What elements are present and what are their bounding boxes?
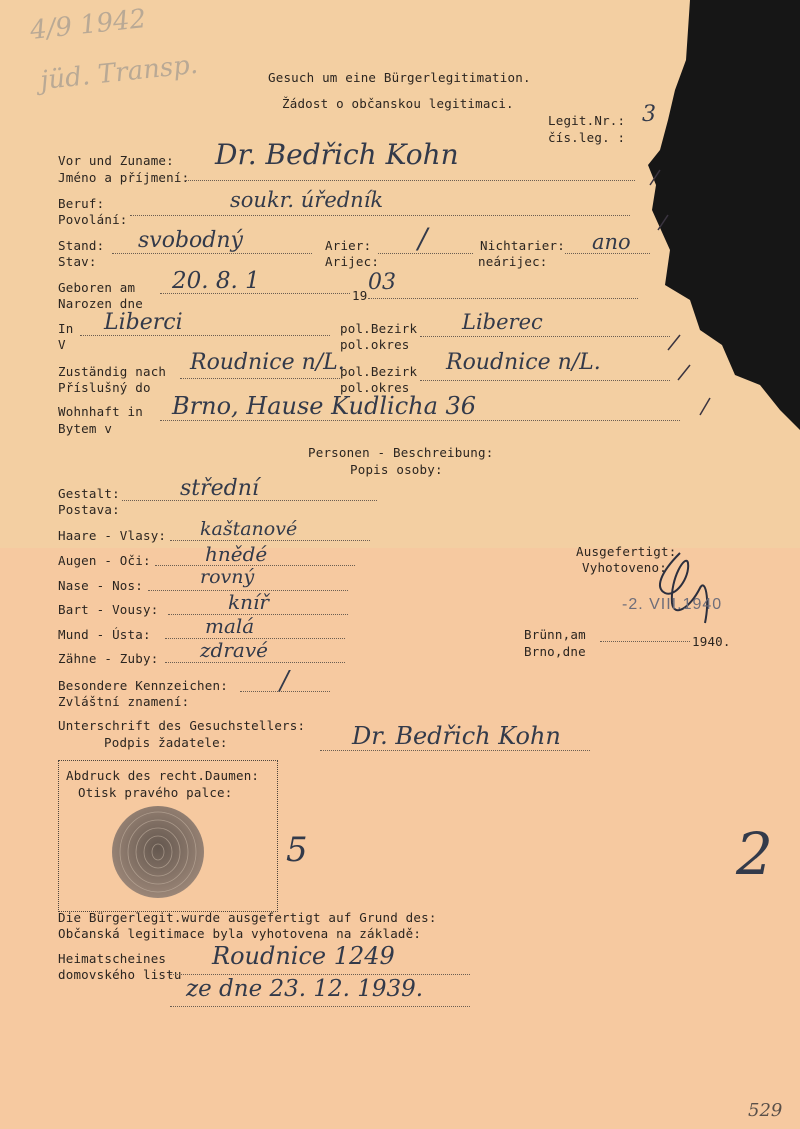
nichtarier-label-de: Nichtarier: (480, 238, 565, 253)
legit-nr-value: 3 (642, 102, 656, 127)
issued-place-cs: Brno,dne (524, 644, 586, 659)
born-label-cs: Narozen dne (58, 296, 143, 311)
domicile-label-de: Zuständig nach (58, 364, 167, 379)
build-value: střední (180, 476, 259, 501)
legit-nr-label: Legit.Nr.: (548, 113, 626, 128)
basis-doc-cs: domovského listu (58, 967, 182, 982)
title-german: Gesuch um eine Bürgerlegitimation. (268, 70, 531, 85)
place-label-cs: V (58, 337, 66, 352)
basis-line (170, 974, 470, 975)
build-label-de: Gestalt: (58, 486, 120, 501)
beard-label: Bart - Vousy: (58, 602, 159, 617)
build-label-cs: Postava: (58, 502, 120, 517)
residence-value: Brno, Hause Kudlicha 36 (172, 392, 477, 420)
basis-line-de: Die Bürgerlegit.wurde ausgefertigt auf Grund des: (58, 910, 437, 925)
born-value: 20. 8. 1 (172, 268, 260, 294)
arier-label-cs: Arijec: (325, 254, 380, 269)
domicile-line (180, 378, 340, 379)
mouth-value: malá (205, 614, 255, 638)
status-value: svobodný (138, 228, 243, 253)
district2-line (420, 380, 670, 381)
basis-value: Roudnice 1249 (212, 942, 395, 970)
residence-label-cs: Bytem v (58, 421, 113, 436)
basis-doc-de: Heimatscheines (58, 951, 167, 966)
name-line (185, 180, 635, 181)
district1-label-cs: pol.okres (340, 337, 410, 352)
thumbprint-image (108, 800, 208, 900)
beard-line (168, 614, 348, 615)
born-year-line (368, 298, 638, 299)
district1-value: Liberec (462, 310, 543, 334)
status-label-de: Stand: (58, 238, 105, 253)
domicile-value: Roudnice n/L. (190, 350, 345, 375)
born-year-suffix: 03 (368, 270, 396, 295)
hair-label: Haare - Vlasy: (58, 528, 167, 543)
page-number: 529 (748, 1100, 783, 1121)
issued-label-cs: Vyhotoveno: (582, 560, 667, 575)
signature-label-de: Unterschrift des Gesuchstellers: (58, 718, 306, 733)
nichtarier-label-cs: neárijec: (478, 254, 548, 269)
description-title-de: Personen - Beschreibung: (308, 445, 494, 460)
margin-mark: 5 (286, 830, 308, 870)
occupation-label-cs: Povolání: (58, 212, 128, 227)
basis-date-line (170, 1006, 470, 1007)
nichtarier-value: ano (592, 230, 631, 254)
residence-line (160, 420, 680, 421)
signature-line (320, 750, 590, 751)
margin-ticks (640, 140, 760, 440)
issued-stamp-date: -2. VIII.1940 (622, 596, 723, 613)
occupation-label-de: Beruf: (58, 196, 105, 211)
hair-line (170, 540, 370, 541)
issued-place-de: Brünn,am (524, 627, 586, 642)
legit-nr-label-cs: čís.leg. : (548, 130, 626, 145)
thumb-label-cs: Otisk pravého palce: (78, 785, 233, 800)
occupation-line (130, 215, 630, 216)
signature-value: Dr. Bedřich Kohn (352, 722, 561, 750)
place-line (80, 335, 330, 336)
nose-label: Nase - Nos: (58, 578, 143, 593)
status-line (112, 253, 312, 254)
domicile-label-cs: Příslušný do (58, 380, 151, 395)
teeth-line (165, 662, 345, 663)
nose-value: rovný (200, 566, 255, 588)
district2-value: Roudnice n/L. (446, 350, 601, 375)
corner-note-date: 4/9 1942 (28, 4, 148, 46)
thumb-label-de: Abdruck des recht.Daumen: (66, 768, 260, 783)
district2-label-de: pol.Bezirk (340, 364, 418, 379)
issued-signature-scribble (650, 548, 720, 628)
issued-label-de: Ausgefertigt: (576, 544, 677, 559)
teeth-label: Zähne - Zuby: (58, 651, 159, 666)
residence-label-de: Wohnhaft in (58, 404, 143, 419)
special-marks-label-cs: Zvláštní znamení: (58, 694, 190, 709)
district2-label-cs: pol.okres (340, 380, 410, 395)
right-mark: 2 (736, 820, 773, 888)
status-label-cs: Stav: (58, 254, 97, 269)
eyes-value: hnědé (205, 542, 268, 566)
signature-label-cs: Podpis žadatele: (104, 735, 228, 750)
born-label-de: Geboren am (58, 280, 136, 295)
mouth-label: Mund - Ústa: (58, 627, 151, 642)
place-label-de: In (58, 321, 74, 336)
issued-year: 1940. (692, 634, 731, 649)
hair-value: kaštanové (200, 518, 298, 540)
occupation-value: soukr. úředník (230, 188, 384, 212)
eyes-label: Augen - Oči: (58, 553, 151, 568)
issued-date-line (600, 641, 690, 642)
name-value: Dr. Bedřich Kohn (215, 138, 459, 171)
arier-value: / (418, 222, 428, 255)
name-label-cs: Jméno a příjmení: (58, 170, 190, 185)
district1-label-de: pol.Bezirk (340, 321, 418, 336)
special-marks-label-de: Besondere Kennzeichen: (58, 678, 228, 693)
title-czech: Žádost o občanskou legitimaci. (282, 96, 514, 111)
district1-line (420, 336, 670, 337)
teeth-value: zdravé (200, 638, 268, 662)
description-title-cs: Popis osoby: (350, 462, 443, 477)
place-value: Liberci (104, 310, 183, 335)
basis-line-cs: Občanská legitimace byla vyhotovena na základě: (58, 926, 422, 941)
corner-note-transport: jüd. Transp. (38, 49, 200, 97)
beard-value: kníř (228, 590, 269, 614)
name-label-de: Vor und Zuname: (58, 153, 174, 168)
basis-date: ze dne 23. 12. 1939. (186, 976, 424, 1002)
born-year-prefix: 19 (352, 288, 368, 303)
special-marks-value: / (280, 666, 289, 696)
arier-label-de: Arier: (325, 238, 372, 253)
